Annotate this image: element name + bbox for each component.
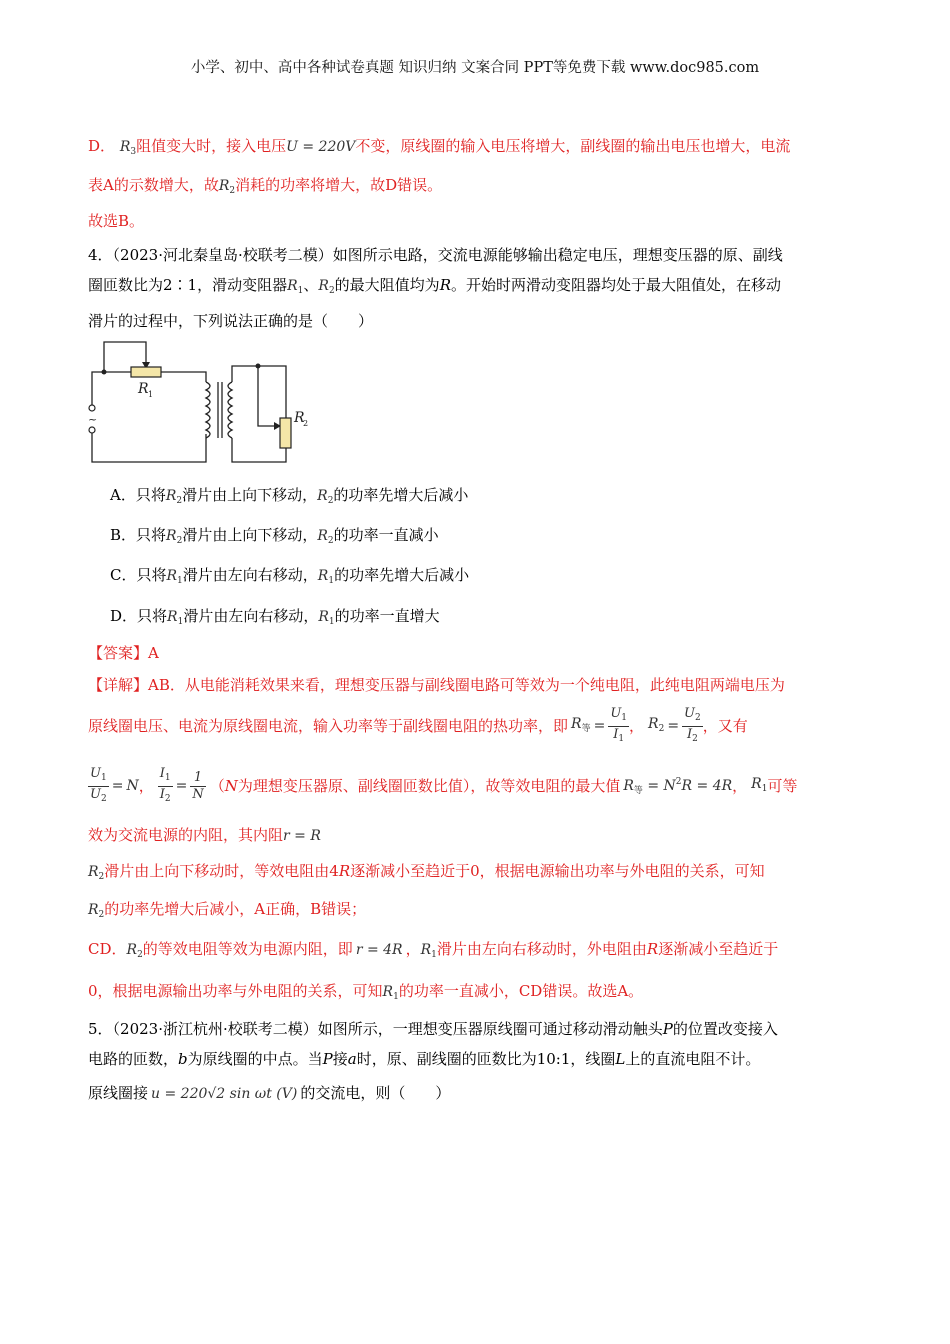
q5-stem-line2: 电路的匝数，b为原线圈的中点。当P接a时，原、副线圈的匝数比为10:1，线圈L上的直流电阻不计。: [88, 1050, 761, 1068]
transformer-circuit-diagram: [86, 336, 309, 471]
option-prefix: D．: [88, 137, 116, 155]
q3-conclusion: 故选B。: [88, 212, 145, 230]
q3-option-d-explanation-line1: D． $R_3$阻值变大时，接入电压U = 220V不变，原线圈的输入电压将增大，副线圈的输出电压也增大，电流: [88, 137, 791, 157]
ac-source-symbol: ~: [88, 413, 98, 426]
q4-detail-line2: 原线圈电压、电流为原线圈电流，输入功率等于副线圈电阻的热功率，即 $R_等$ = $\frac{U_1}{I_1}$ ， $R_2$ = $\frac{U_2}{I_2}$ ，又有: [88, 705, 748, 744]
r2-resistor: [280, 418, 291, 448]
q4-detail-line7: CD．$R_2$的等效电阻等效为电源内阻，即 r = 4R ，$R_1$滑片由左向右移动时，外电阻由R逐渐减小至趋近于: [88, 940, 779, 960]
q4-detail-line4: 效为交流电源的内阻，其内阻r = R: [88, 826, 321, 844]
q4-detail-line8: 0，根据电源输出功率与外电阻的关系，可知$R_1$的功率一直减小，CD错误。故选A。: [88, 982, 644, 1002]
ac-terminal-top: [89, 405, 95, 411]
q4-detail-line6: $R_2$的功率先增大后减小，A正确，B错误；: [88, 900, 367, 920]
ac-terminal-bottom: [89, 427, 95, 433]
r2-label: R: [294, 410, 305, 426]
option-b[interactable]: B．只将$R_2$滑片由上向下移动，$R_2$的功率一直减小: [110, 526, 439, 546]
q4-answer: 【答案】A: [88, 644, 159, 662]
r1-label-sub: 1: [148, 390, 154, 399]
q3-option-d-explanation-line2: 表A的示数增大，故$R_2$消耗的功率将增大，故D错误。: [88, 176, 443, 196]
q4-stem-line1: 4．（2023·河北秦皇岛·校联考二模）如图所示电路，交流电源能够输出稳定电压，理想变压器的原、副线: [88, 246, 783, 264]
q4-detail-line1: 【详解】AB．从电能消耗效果来看，理想变压器与副线圈电路可等效为一个纯电阻，此纯电阻两端电压为: [88, 676, 785, 694]
option-a[interactable]: A．只将$R_2$滑片由上向下移动，$R_2$的功率先增大后减小: [110, 486, 469, 506]
option-c[interactable]: C．只将$R_1$滑片由左向右移动，$R_1$的功率先增大后减小: [110, 566, 470, 586]
q4-detail-line3: $\frac{U_1}{U_2}$ = N ， $\frac{I_1}{I_2}$ = $\frac{1}{N}$ （ N 为理想变压器原、副线圈匝数比值），故等效电阻的最大值 $R_等 = N^2R = 4R$ ， $R_1$ 可等: [90, 765, 798, 804]
q5-stem-line3: 原线圈接 u = 220√2 sin ωt (V) 的交流电，则（ ）: [88, 1084, 451, 1102]
page-header: 小学、初中、高中各种试卷真题 知识归纳 文案合同 PPT等免费下载 www.doc985.com: [190, 60, 760, 76]
r1-resistor: [131, 367, 161, 377]
q5-stem-line1: 5．（2023·浙江杭州·校联考二模）如图所示，一理想变压器原线圈可通过移动滑动触头P的位置改变接入: [88, 1020, 778, 1038]
r1-label: R: [138, 381, 149, 397]
q4-stem-line2: 圈匝数比为2∶1，滑动变阻器$R_1$、$R_2$的最大阻值均为R。开始时两滑动变阻器均处于最大阻值处，在移动: [88, 276, 781, 296]
q4-detail-line5: $R_2$滑片由上向下移动时，等效电阻由4R逐渐减小至趋近于0，根据电源输出功率与外电阻的关系，可知: [88, 862, 765, 882]
q4-stem-line3: 滑片的过程中，下列说法正确的是（ ）: [88, 312, 374, 330]
option-d[interactable]: D．只将$R_1$滑片由左向右移动，$R_1$的功率一直增大: [110, 607, 440, 627]
r2-label-sub: 2: [303, 419, 309, 428]
